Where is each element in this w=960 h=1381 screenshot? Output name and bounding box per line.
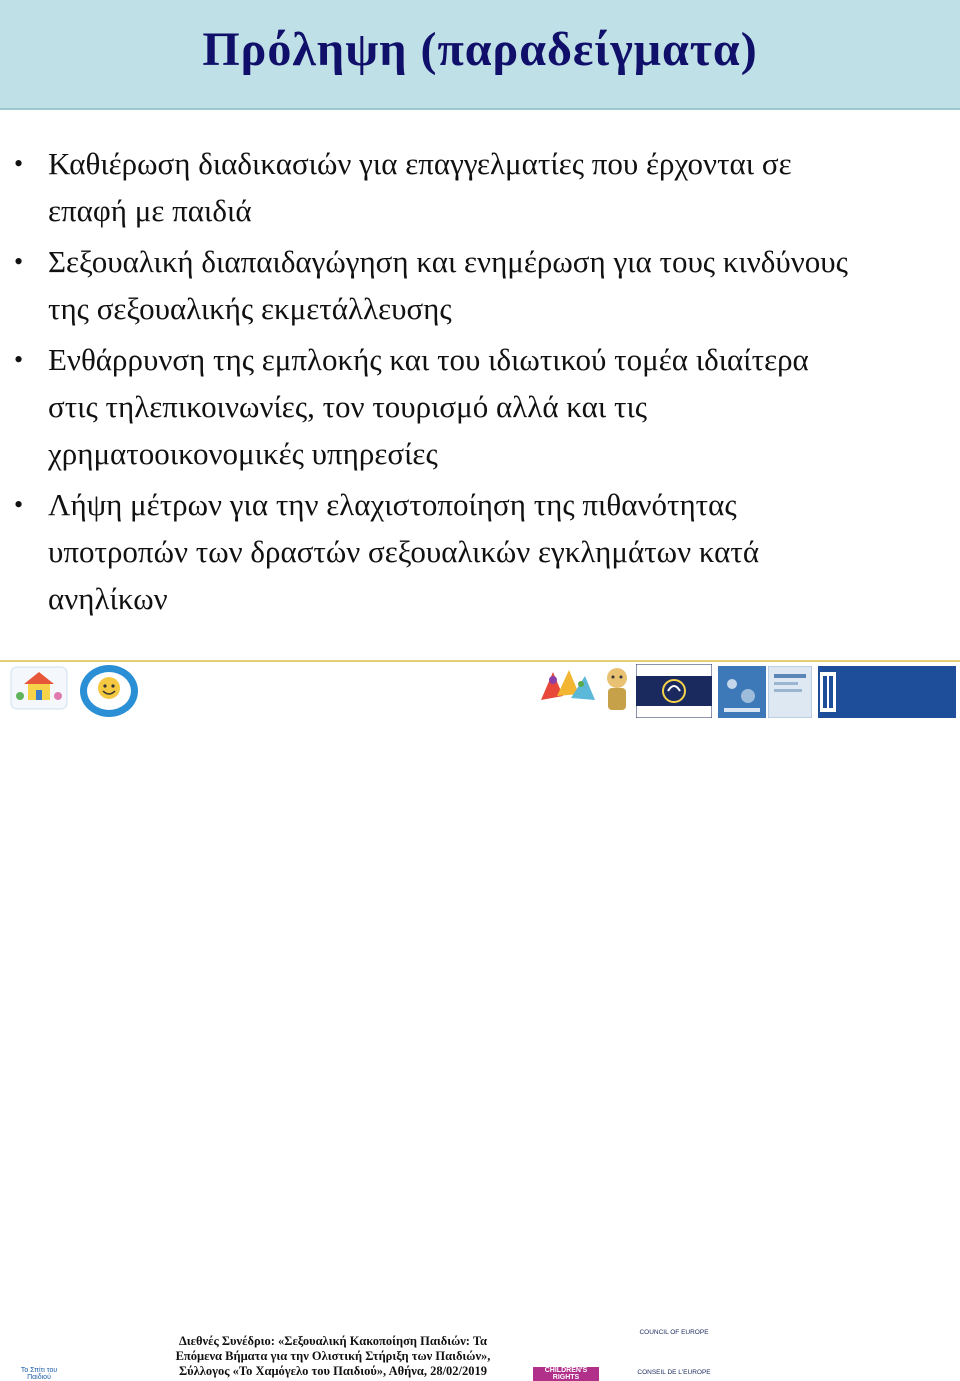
bullet-item	[14, 238, 934, 332]
bullet-line: Σεξουαλική διαπαιδαγώγηση και ενημέρωση για τους κινδύνους	[48, 244, 848, 279]
smile-of-child-logo-icon	[78, 664, 140, 718]
bullet-icon: •	[14, 490, 24, 519]
conference-line: Επόμενα Βήματα για την Ολιστική Στήριξη των Παιδιών»,	[175, 1349, 491, 1363]
publication-cover-icon	[768, 666, 812, 718]
coe-top-label: COUNCIL OF EUROPE	[639, 1329, 709, 1336]
title-bar	[0, 0, 960, 110]
childrens-rights-logo-icon	[533, 666, 599, 706]
bullet-item	[14, 140, 934, 234]
bullet-icon: •	[14, 247, 24, 276]
bullet-icon: •	[14, 345, 24, 374]
bullet-line: υποτροπών των δραστών σεξουαλικών εγκλημάτων κατά	[48, 534, 760, 569]
publication-cover-icon	[718, 666, 766, 718]
bullet-list	[14, 140, 934, 626]
mascot-logo-icon	[602, 666, 632, 716]
conference-line: Διεθνές Συνέδριο: «Σεξουαλική Κακοποίηση Παιδιών: Τα	[178, 1334, 488, 1348]
childrens-rights-label: CHILDREN'S RIGHTS	[533, 1367, 599, 1381]
institute-name: Ινστιτούτο Υγείας του Παιδιού	[840, 1331, 953, 1340]
conference-info	[146, 1334, 520, 1379]
institute-child-health-logo-icon	[818, 666, 956, 718]
slide-title: Πρόληψη (παραδείγματα)	[202, 23, 758, 76]
bullet-line: επαφή με παιδιά	[48, 193, 252, 228]
conference-line: Σύλλογος «Το Χαμόγελο του Παιδιού», Αθήνα, 28/02/2019	[178, 1364, 488, 1378]
kids-home-logo-icon	[10, 666, 68, 710]
bullet-item	[14, 336, 934, 477]
bullet-line: Λήψη μέτρων για την ελαχιστοποίηση της πιθανότητας	[48, 487, 737, 522]
bullet-line: χρηματοοικονομικές υπηρεσίες	[48, 436, 438, 471]
coe-bottom-label: CONSEIL DE L'EUROPE	[637, 1369, 711, 1376]
bullet-line: ανηλίκων	[48, 581, 168, 616]
bullet-icon: •	[14, 149, 24, 178]
bullet-item	[14, 481, 934, 622]
bullet-line: της σεξουαλικής εκμετάλλευσης	[48, 291, 452, 326]
kids-home-label: Το Σπίτι του Παιδιού	[20, 1367, 58, 1381]
bullet-line: Καθιέρωση διαδικασιών για επαγγελματίες που έρχονται σε	[48, 146, 792, 181]
bullet-line: στις τηλεπικοινωνίες, τον τουρισμό αλλά και τις	[48, 389, 648, 424]
council-of-europe-logo-icon	[636, 664, 712, 718]
bullet-line: Ενθάρρυνση της εμπλοκής και του ιδιωτικού τομέα ιδιαίτερα	[48, 342, 809, 377]
footer	[0, 662, 960, 1381]
